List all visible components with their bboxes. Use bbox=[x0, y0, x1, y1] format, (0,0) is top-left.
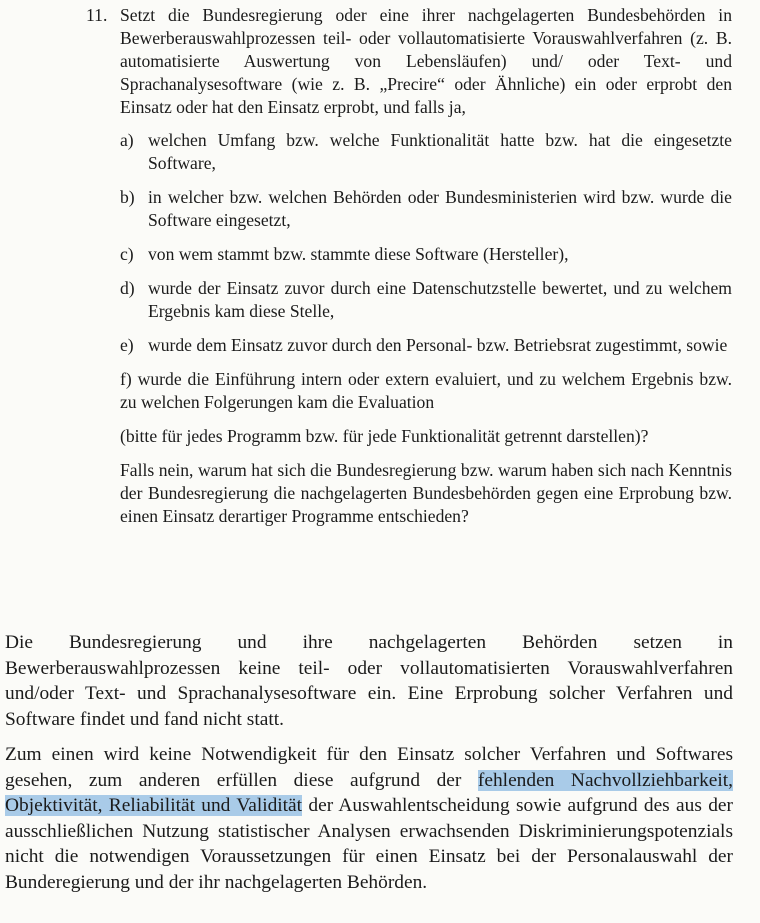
highlighted-text[interactable]: fehlenden Nachvollziehbarkeit, Objektivität, Reliabilität und Validität bbox=[5, 769, 733, 816]
subitem-d bbox=[120, 277, 732, 323]
question-subitems bbox=[120, 129, 732, 528]
answer-text-before-highlight: Zum einen wird keine Notwendigkeit für den Einsatz solcher Verfahren und Softwares gesehen, zum anderen erfüllen diese aufgrund der bbox=[5, 744, 733, 791]
answer-paragraph-1: Die Bundesregierung und ihre nachgelagerten Behörden setzen in Bewerberauswahlprozessen keine teil- oder vollautomatisierten Vorauswahlverfahren und/oder Text- und Sprachanalysesoftware ein. Eine Erprobung solcher Verfahren und Software findet und fand nicht statt. bbox=[5, 632, 733, 730]
question-text: Setzt die Bundesregierung oder eine ihrer nachgelagerten Bundesbehörden in Bewerberauswahlprozessen teil- oder vollautomatisierte Vorauswahlverfahren (z. B. automatisierte Auswertung von Lebensläufen) und/ oder Text- und Sprachanalysesoftware (wie z. B. „Precire“ oder Ähnliche) ein oder erprobt den Einsatz oder hat den Einsatz erprobt, und falls ja, bbox=[120, 5, 732, 117]
subitem-text: wurde dem Einsatz zuvor durch den Personal- bzw. Betriebsrat zugestimmt, sowie bbox=[148, 335, 728, 355]
answer-paragraph-2 bbox=[5, 742, 733, 895]
subitem-label: c) bbox=[120, 244, 134, 264]
question-number: 11. bbox=[86, 5, 108, 25]
answer-text-after-highlight: der Auswahlentscheidung sowie aufgrund des aus der ausschließlichen Nutzung statistischer Analysen erwachsenden Diskriminierungspotenzials nicht die notwendigen Voraussetzungen für einen Einsatz bei der Personalauswahl der Bunderegierung und der ihr nachgelagerten Behörden. bbox=[5, 795, 733, 893]
answer-block bbox=[5, 630, 733, 905]
subitem-f bbox=[120, 368, 732, 414]
subitem-label: e) bbox=[120, 335, 134, 355]
subitem-text: in welcher bzw. welchen Behörden oder Bundesministerien wird bzw. wurde die Software eingesetzt, bbox=[148, 187, 732, 230]
subitem-text: wurde die Einführung intern oder extern evaluiert, und zu welchem Ergebnis bzw. zu welchen Folgerungen kam die Evaluation bbox=[120, 369, 732, 412]
subitem-b bbox=[120, 186, 732, 232]
subitem-label: a) bbox=[120, 130, 134, 150]
subitem-label: d) bbox=[120, 278, 135, 298]
subitem-label: f) bbox=[120, 369, 132, 389]
subitem-c bbox=[120, 243, 732, 266]
subitem-label: b) bbox=[120, 187, 135, 207]
subitem-text: welchen Umfang bzw. welche Funktionalität hatte bzw. hat die eingesetzte Software, bbox=[148, 130, 732, 173]
subitem-a bbox=[120, 129, 732, 175]
question-note: (bitte für jedes Programm bzw. für jede Funktionalität getrennt darstellen)? bbox=[120, 426, 649, 446]
question-else: Falls nein, warum hat sich die Bundesregierung bzw. warum haben sich nach Kenntnis der Bundesregierung die nachgelagerten Bundesbehörden gegen eine Erprobung bzw. einen Einsatz derartiger Programme entschieden? bbox=[120, 460, 732, 526]
question-block bbox=[86, 4, 732, 539]
subitem-text: von wem stammt bzw. stammte diese Software (Hersteller), bbox=[148, 244, 569, 264]
subitem-e bbox=[120, 334, 732, 357]
subitem-text: wurde der Einsatz zuvor durch eine Datenschutzstelle bewertet, und zu welchem Ergebnis kam diese Stelle, bbox=[148, 278, 732, 321]
